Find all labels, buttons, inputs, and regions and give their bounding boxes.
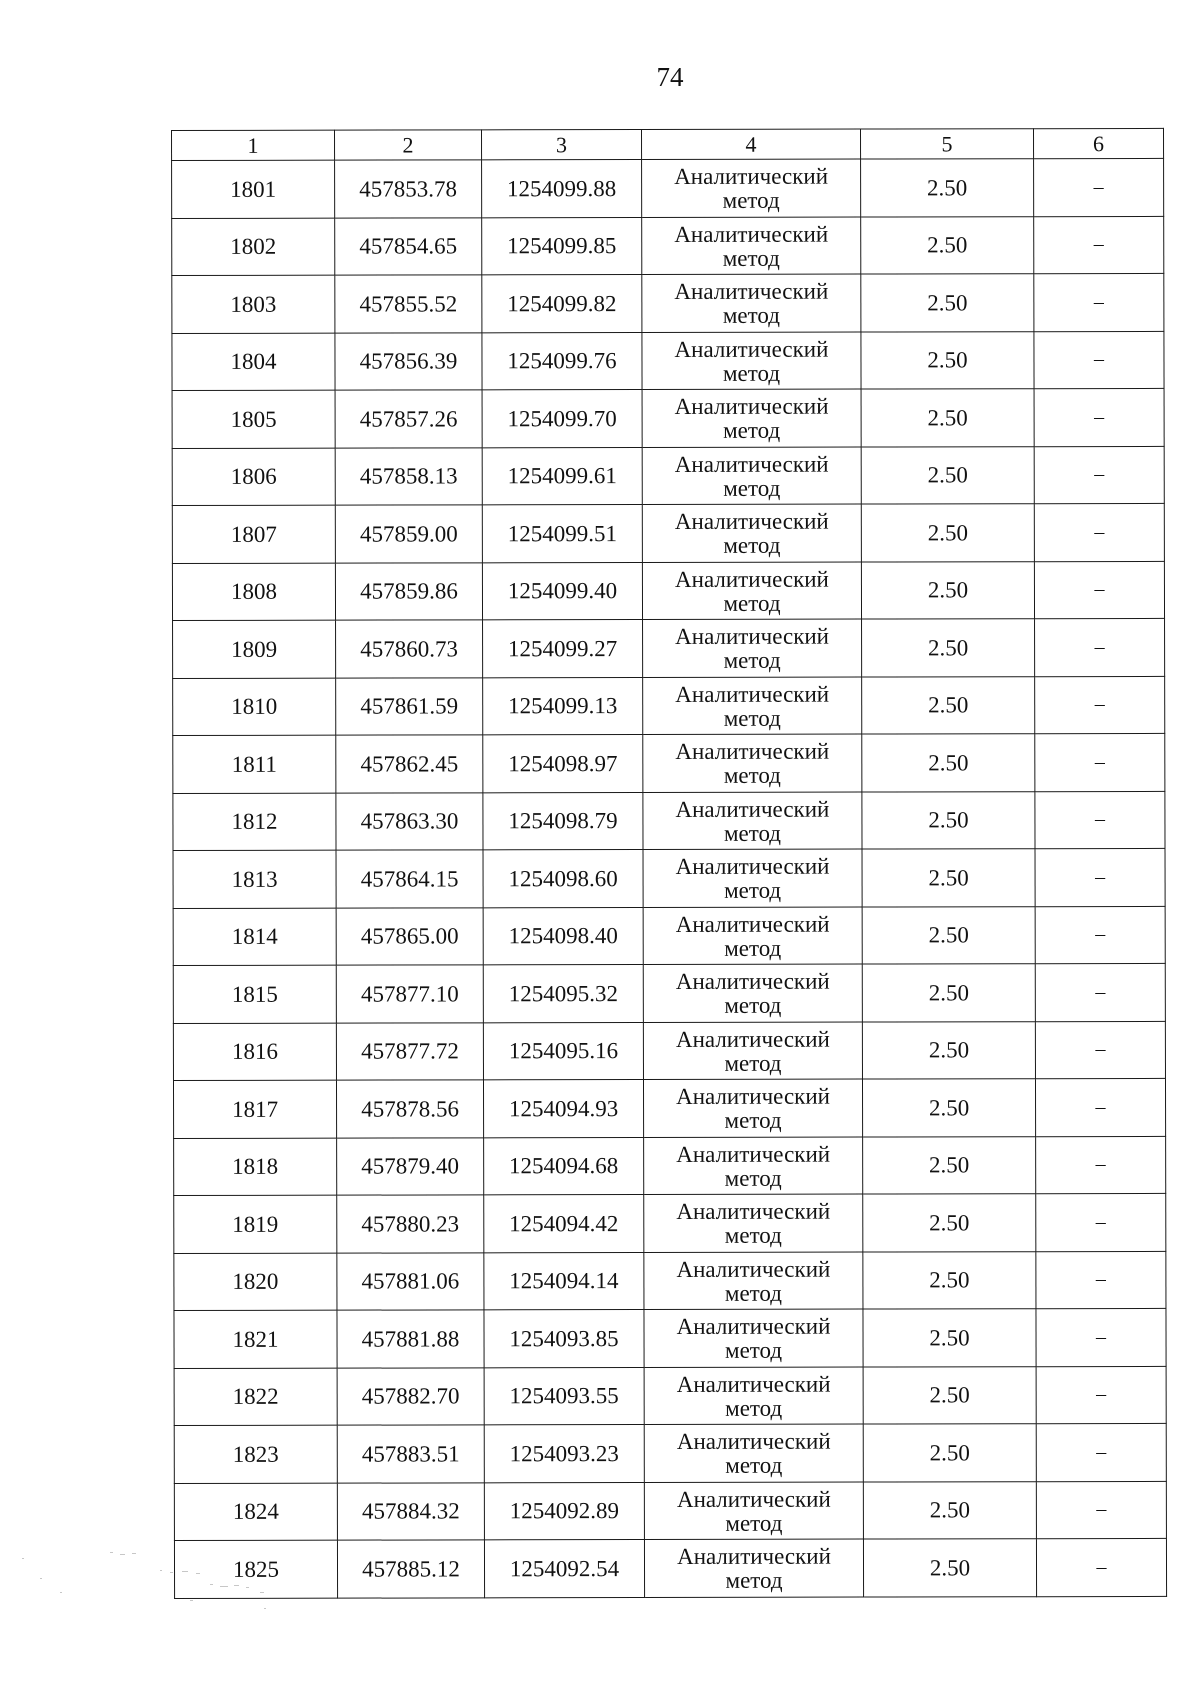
cell-accuracy: 2.50 <box>862 734 1035 792</box>
cell-accuracy: 2.50 <box>863 1309 1036 1367</box>
cell-note: – <box>1034 331 1164 389</box>
cell-note: – <box>1035 733 1165 791</box>
cell-method <box>643 1079 862 1137</box>
header-col-5: 5 <box>860 129 1033 159</box>
cell-point-id: 1822 <box>174 1368 337 1426</box>
cell-x-coordinate: 457864.15 <box>336 850 483 908</box>
cell-accuracy: 2.50 <box>861 561 1034 619</box>
cell-accuracy: 2.50 <box>862 791 1035 849</box>
cell-y-coordinate: 1254094.93 <box>483 1080 643 1138</box>
cell-x-coordinate: 457853.78 <box>335 160 482 218</box>
table-row <box>172 273 1164 333</box>
cell-method <box>642 562 861 620</box>
cell-accuracy: 2.50 <box>861 159 1034 217</box>
method-line-2: метод <box>725 1337 783 1364</box>
cell-y-coordinate: 1254094.68 <box>484 1137 644 1195</box>
method-line-1: Аналитический <box>676 1141 831 1167</box>
method-line-1: Аналитический <box>676 1083 830 1110</box>
cell-x-coordinate: 457885.12 <box>337 1540 484 1598</box>
method-line-2: метод <box>724 1107 782 1134</box>
cell-point-id: 1825 <box>174 1540 337 1598</box>
cell-accuracy: 2.50 <box>862 676 1035 734</box>
cell-note: – <box>1034 503 1164 561</box>
method-line-1: Аналитический <box>676 1313 831 1340</box>
cell-point-id: 1809 <box>173 620 336 678</box>
cell-note: – <box>1034 273 1164 331</box>
cell-note: – <box>1034 388 1164 446</box>
cell-point-id: 1810 <box>173 678 336 736</box>
cell-method <box>644 1252 863 1310</box>
header-col-3: 3 <box>482 130 642 160</box>
method-line-2: метод <box>724 877 782 904</box>
cell-x-coordinate: 457877.10 <box>336 965 483 1023</box>
cell-accuracy: 2.50 <box>863 1424 1036 1482</box>
table-row <box>173 848 1165 908</box>
cell-x-coordinate: 457856.39 <box>335 332 482 390</box>
cell-accuracy: 2.50 <box>862 906 1035 964</box>
method-line-2: метод <box>724 1050 782 1076</box>
method-line-2: метод <box>723 590 781 616</box>
cell-y-coordinate: 1254098.97 <box>483 735 643 793</box>
method-line-2: метод <box>723 417 781 444</box>
cell-accuracy: 2.50 <box>861 274 1034 332</box>
cell-point-id: 1817 <box>173 1080 336 1138</box>
method-line-2: метод <box>722 245 780 271</box>
cell-x-coordinate: 457858.13 <box>335 447 482 505</box>
cell-x-coordinate: 457863.30 <box>336 792 483 850</box>
cell-method <box>643 792 862 850</box>
cell-note: – <box>1036 1366 1166 1424</box>
cell-method <box>642 274 861 332</box>
method-line-1: Аналитический <box>674 451 829 477</box>
cell-note: – <box>1036 1193 1166 1251</box>
method-line-1: Аналитический <box>675 796 830 822</box>
cell-method <box>644 1424 863 1482</box>
method-line-1: Аналитический <box>674 278 829 305</box>
cell-method <box>642 217 861 275</box>
cell-accuracy: 2.50 <box>863 1136 1036 1194</box>
cell-y-coordinate: 1254099.82 <box>482 275 642 333</box>
cell-note: – <box>1035 618 1165 676</box>
cell-point-id: 1811 <box>173 735 336 793</box>
method-line-1: Аналитический <box>674 163 829 190</box>
table-row <box>173 733 1165 793</box>
method-line-2: метод <box>725 1395 783 1421</box>
table-row <box>174 1136 1166 1196</box>
cell-method <box>644 1482 863 1540</box>
header-col-2: 2 <box>335 130 482 160</box>
cell-method <box>643 677 862 735</box>
method-line-2: метод <box>724 935 782 961</box>
cell-point-id: 1814 <box>173 908 336 966</box>
table-body <box>172 158 1167 1598</box>
cell-accuracy: 2.50 <box>861 331 1034 389</box>
table-row <box>174 1308 1166 1368</box>
cell-point-id: 1815 <box>173 965 336 1023</box>
method-line-2: метод <box>722 360 781 386</box>
cell-point-id: 1804 <box>172 333 335 391</box>
cell-point-id: 1821 <box>174 1310 337 1368</box>
method-line-2: метод <box>724 992 782 1019</box>
cell-x-coordinate: 457880.23 <box>337 1195 484 1253</box>
table-row <box>172 331 1164 391</box>
method-line-2: метод <box>725 1567 783 1594</box>
cell-method <box>642 332 861 390</box>
cell-note: – <box>1035 848 1165 906</box>
cell-y-coordinate: 1254093.85 <box>484 1310 644 1368</box>
method-line-2: метод <box>722 302 780 329</box>
cell-point-id: 1812 <box>173 793 336 851</box>
cell-y-coordinate: 1254099.70 <box>482 390 642 448</box>
cell-note: – <box>1034 446 1164 504</box>
cell-method <box>644 1367 863 1425</box>
cell-x-coordinate: 457859.86 <box>335 562 482 620</box>
cell-point-id: 1816 <box>173 1023 336 1081</box>
method-line-1: Аналитический <box>675 623 829 650</box>
method-line-2: метод <box>723 762 781 789</box>
method-line-1: Аналитический <box>674 221 829 247</box>
cell-point-id: 1819 <box>174 1195 337 1253</box>
cell-method <box>644 1194 863 1252</box>
cell-accuracy: 2.50 <box>863 1481 1036 1539</box>
cell-y-coordinate: 1254092.54 <box>484 1540 644 1598</box>
method-line-1: Аналитический <box>674 508 829 535</box>
method-line-2: метод <box>723 475 781 501</box>
cell-point-id: 1824 <box>174 1483 337 1541</box>
header-col-6: 6 <box>1033 128 1163 158</box>
cell-x-coordinate: 457881.88 <box>337 1310 484 1368</box>
cell-accuracy: 2.50 <box>863 1366 1036 1424</box>
cell-point-id: 1823 <box>174 1425 337 1483</box>
method-line-2: метод <box>725 1452 783 1479</box>
cell-accuracy: 2.50 <box>862 849 1035 907</box>
method-line-1: Аналитический <box>675 681 830 707</box>
table-row <box>173 1078 1165 1138</box>
cell-y-coordinate: 1254094.42 <box>484 1195 644 1253</box>
cell-note: – <box>1035 791 1165 849</box>
method-line-2: метод <box>723 820 782 846</box>
table-row <box>174 1366 1166 1426</box>
cell-note: – <box>1036 1423 1166 1481</box>
cell-accuracy: 2.50 <box>861 504 1034 562</box>
table-row <box>172 561 1164 621</box>
cell-x-coordinate: 457877.72 <box>336 1022 483 1080</box>
method-line-1: Аналитический <box>675 853 830 880</box>
cell-x-coordinate: 457883.51 <box>337 1425 484 1483</box>
method-line-1: Аналитический <box>676 1256 831 1282</box>
method-line-2: метод <box>724 1280 782 1306</box>
cell-x-coordinate: 457881.06 <box>337 1252 484 1310</box>
cell-y-coordinate: 1254099.61 <box>482 447 642 505</box>
cell-y-coordinate: 1254099.13 <box>483 677 643 735</box>
page-number: 74 <box>656 62 684 92</box>
cell-y-coordinate: 1254099.51 <box>482 505 642 563</box>
method-line-1: Аналитический <box>675 968 830 995</box>
cell-method <box>643 849 862 907</box>
method-line-1: Аналитический <box>676 1198 831 1225</box>
cell-point-id: 1808 <box>172 563 335 621</box>
table-row <box>172 446 1164 506</box>
cell-y-coordinate: 1254093.55 <box>484 1367 644 1425</box>
cell-x-coordinate: 457865.00 <box>336 907 483 965</box>
header-row <box>172 128 1164 160</box>
table-row <box>173 1021 1165 1081</box>
cell-point-id: 1802 <box>172 218 335 276</box>
cell-y-coordinate: 1254093.23 <box>484 1425 644 1483</box>
cell-method <box>643 734 862 792</box>
cell-x-coordinate: 457879.40 <box>337 1137 484 1195</box>
table-row <box>174 1423 1166 1483</box>
method-line-2: метод <box>724 1222 782 1249</box>
method-line-1: Аналитический <box>675 911 830 937</box>
method-line-1: Аналитический <box>674 393 829 420</box>
method-line-1: Аналитический <box>676 1371 831 1397</box>
cell-accuracy: 2.50 <box>863 1539 1036 1597</box>
header-col-4: 4 <box>642 129 861 159</box>
cell-note: – <box>1035 1078 1165 1136</box>
table-row <box>174 1251 1166 1311</box>
cell-point-id: 1806 <box>172 448 335 506</box>
cell-x-coordinate: 457884.32 <box>337 1482 484 1540</box>
cell-x-coordinate: 457857.26 <box>335 390 482 448</box>
cell-point-id: 1807 <box>172 505 335 563</box>
method-line-1: Аналитический <box>676 1486 831 1512</box>
cell-point-id: 1805 <box>172 390 335 448</box>
cell-accuracy: 2.50 <box>861 389 1034 447</box>
method-line-2: метод <box>723 532 781 559</box>
table-row <box>172 216 1164 276</box>
table-row <box>174 1193 1166 1253</box>
cell-method <box>642 504 861 562</box>
cell-x-coordinate: 457855.52 <box>335 275 482 333</box>
cell-x-coordinate: 457859.00 <box>335 505 482 563</box>
cell-y-coordinate: 1254099.85 <box>482 217 642 275</box>
table-row <box>172 158 1164 218</box>
method-line-1: Аналитический <box>674 336 829 362</box>
cell-method <box>644 1309 863 1367</box>
table-row <box>173 791 1165 851</box>
method-line-1: Аналитический <box>675 1026 830 1052</box>
cell-x-coordinate: 457854.65 <box>335 217 482 275</box>
cell-note: – <box>1036 1538 1166 1596</box>
cell-note: – <box>1034 158 1164 216</box>
method-line-2: метод <box>725 1510 783 1536</box>
table-row <box>173 618 1165 678</box>
cell-y-coordinate: 1254095.16 <box>483 1022 643 1080</box>
table-row <box>172 503 1164 563</box>
cell-point-id: 1813 <box>173 850 336 908</box>
header-col-1: 1 <box>172 130 335 160</box>
cell-accuracy: 2.50 <box>862 619 1035 677</box>
cell-method <box>643 619 862 677</box>
cell-accuracy: 2.50 <box>863 1251 1036 1309</box>
method-line-1: Аналитический <box>674 566 829 592</box>
table-row <box>174 1538 1166 1598</box>
cell-accuracy: 2.50 <box>861 216 1034 274</box>
method-line-2: метод <box>722 187 780 214</box>
cell-y-coordinate: 1254098.60 <box>483 850 643 908</box>
method-line-1: Аналитический <box>675 738 830 765</box>
cell-method <box>644 1137 863 1195</box>
cell-method <box>642 389 861 447</box>
method-line-2: метод <box>723 705 781 731</box>
cell-method <box>642 447 861 505</box>
cell-method <box>642 159 861 217</box>
cell-note: – <box>1035 1021 1165 1079</box>
cell-note: – <box>1036 1481 1166 1539</box>
cell-y-coordinate: 1254098.79 <box>483 792 643 850</box>
cell-y-coordinate: 1254094.14 <box>484 1252 644 1310</box>
cell-point-id: 1818 <box>174 1138 337 1196</box>
method-line-2: метод <box>723 647 781 674</box>
cell-accuracy: 2.50 <box>863 1194 1036 1252</box>
cell-note: – <box>1036 1251 1166 1309</box>
table-header <box>172 128 1164 160</box>
cell-accuracy: 2.50 <box>861 446 1034 504</box>
table-row <box>174 1481 1166 1541</box>
cell-x-coordinate: 457882.70 <box>337 1367 484 1425</box>
table-row <box>173 906 1165 966</box>
cell-accuracy: 2.50 <box>862 964 1035 1022</box>
cell-method <box>643 964 862 1022</box>
cell-note: – <box>1036 1308 1166 1366</box>
cell-note: – <box>1035 676 1165 734</box>
cell-x-coordinate: 457861.59 <box>336 677 483 735</box>
coordinates-table <box>171 128 1167 1599</box>
cell-y-coordinate: 1254092.89 <box>484 1482 644 1540</box>
cell-note: – <box>1035 963 1165 1021</box>
table-row <box>173 676 1165 736</box>
cell-y-coordinate: 1254095.32 <box>483 965 643 1023</box>
cell-x-coordinate: 457862.45 <box>336 735 483 793</box>
cell-note: – <box>1034 561 1164 619</box>
table-row <box>172 388 1164 448</box>
method-line-1: Аналитический <box>676 1428 831 1455</box>
cell-note: – <box>1035 906 1165 964</box>
cell-point-id: 1803 <box>172 275 335 333</box>
cell-accuracy: 2.50 <box>862 1021 1035 1079</box>
cell-y-coordinate: 1254098.40 <box>483 907 643 965</box>
method-line-2: метод <box>724 1165 782 1191</box>
cell-x-coordinate: 457878.56 <box>336 1080 483 1138</box>
cell-note: – <box>1036 1136 1166 1194</box>
method-line-1: Аналитический <box>677 1543 831 1570</box>
cell-note: – <box>1034 216 1164 274</box>
cell-method <box>643 1022 862 1080</box>
cell-y-coordinate: 1254099.40 <box>482 562 642 620</box>
cell-point-id: 1820 <box>174 1253 337 1311</box>
cell-method <box>643 907 862 965</box>
cell-x-coordinate: 457860.73 <box>336 620 483 678</box>
cell-y-coordinate: 1254099.88 <box>482 160 642 218</box>
cell-accuracy: 2.50 <box>862 1079 1035 1137</box>
cell-point-id: 1801 <box>172 160 335 218</box>
cell-y-coordinate: 1254099.27 <box>483 620 643 678</box>
table-row <box>173 963 1165 1023</box>
cell-method <box>644 1539 863 1597</box>
cell-y-coordinate: 1254099.76 <box>482 332 642 390</box>
